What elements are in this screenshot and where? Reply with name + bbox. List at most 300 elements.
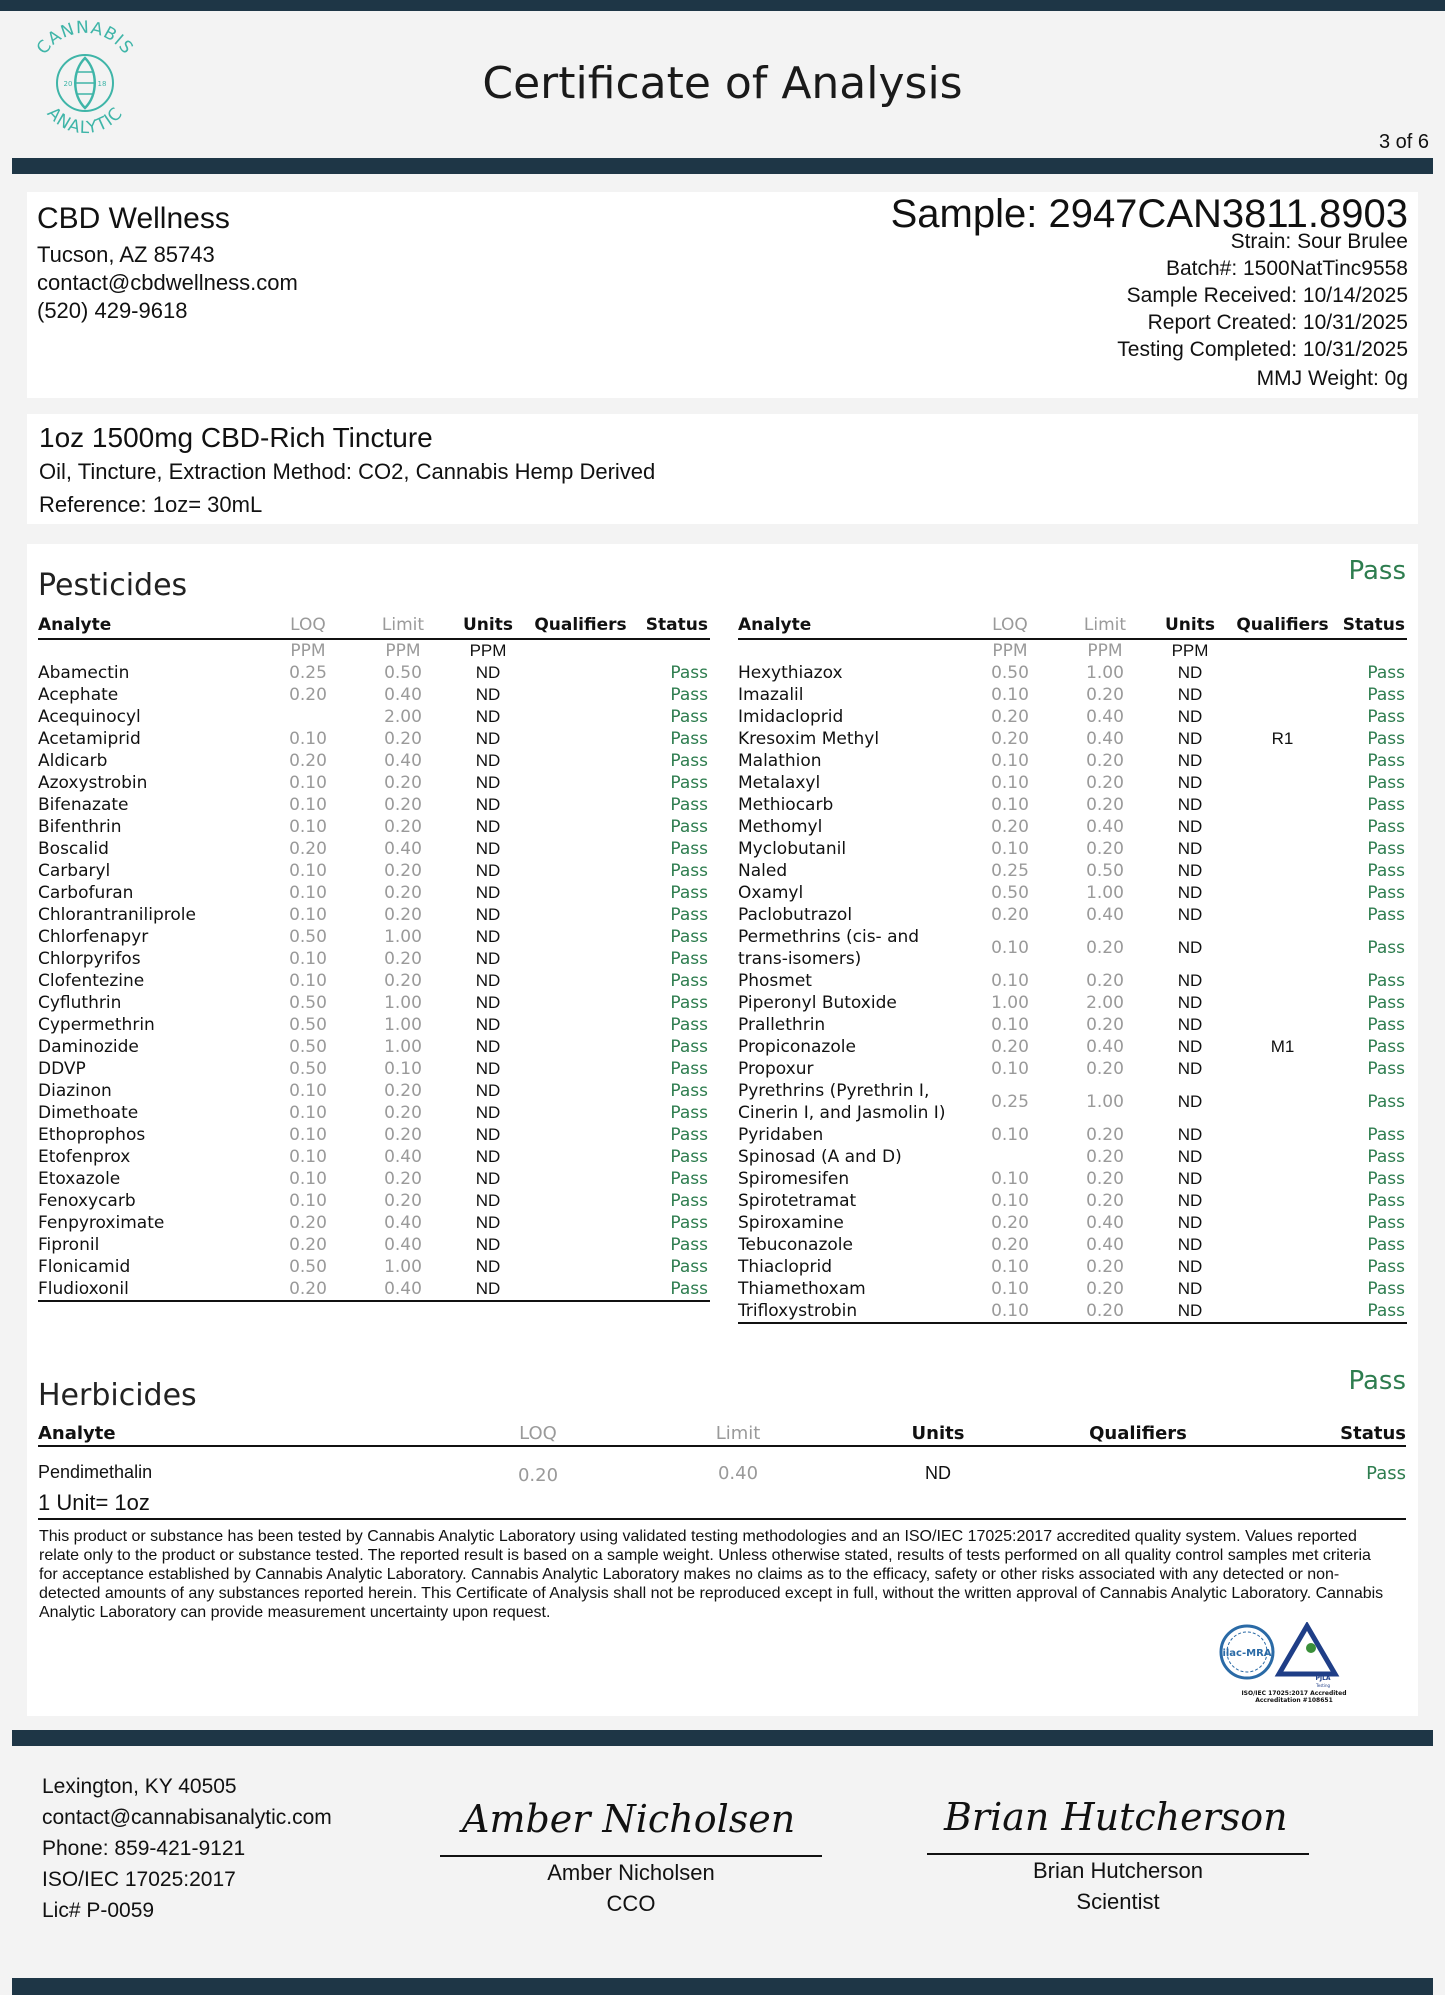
status-cell: Pass bbox=[670, 1037, 708, 1057]
qualifier-cell bbox=[528, 1014, 633, 1036]
qualifier-cell bbox=[528, 926, 633, 948]
table-row bbox=[38, 1124, 710, 1146]
results-panel bbox=[27, 544, 1418, 1716]
status-cell: Pass bbox=[1367, 1147, 1405, 1167]
analyte-cell: Cypermethrin bbox=[38, 1015, 155, 1035]
status-cell: Pass bbox=[1367, 938, 1405, 958]
units-cell: ND bbox=[1177, 1125, 1203, 1144]
units-cell: ND bbox=[448, 1278, 528, 1301]
qualifier-cell bbox=[528, 860, 633, 882]
svg-text:PJLA: PJLA bbox=[1315, 1675, 1331, 1682]
table-row bbox=[738, 1124, 1407, 1146]
qualifier-cell bbox=[528, 992, 633, 1014]
unit-limit: PPM bbox=[1087, 641, 1123, 661]
status-cell: Pass bbox=[1367, 1015, 1405, 1035]
status-cell: Pass bbox=[670, 949, 708, 969]
loq-cell: 0.10 bbox=[991, 971, 1029, 991]
table-row bbox=[38, 728, 710, 750]
units-cell: ND bbox=[1177, 795, 1203, 814]
table-row bbox=[38, 1256, 710, 1278]
loq-cell: 0.10 bbox=[991, 1059, 1029, 1079]
sample-strain: Strain: Sour Brulee bbox=[1230, 230, 1408, 253]
col-limit: Limit bbox=[358, 612, 448, 639]
qualifier-cell bbox=[1230, 750, 1335, 772]
qualifier-cell bbox=[528, 772, 633, 794]
table-row bbox=[738, 992, 1407, 1014]
analyte-cell: Oxamyl bbox=[738, 883, 804, 903]
qualifier-cell bbox=[528, 1102, 633, 1124]
limit-cell: 0.20 bbox=[1086, 1125, 1124, 1145]
limit-cell: 0.20 bbox=[384, 1169, 422, 1189]
analyte-cell: Bifenthrin bbox=[38, 817, 122, 837]
svg-text:Amber Nicholsen: Amber Nicholsen bbox=[462, 1797, 796, 1841]
units-cell: ND bbox=[475, 773, 501, 792]
col-qualifiers: Qualifiers bbox=[1230, 612, 1335, 639]
table-row bbox=[38, 948, 710, 970]
qualifier-cell bbox=[1230, 1014, 1335, 1036]
units-cell: ND bbox=[1177, 938, 1203, 957]
qualifier-cell bbox=[1230, 970, 1335, 992]
analyte-cell: Acetamiprid bbox=[38, 729, 141, 749]
pesticides-table-left bbox=[38, 612, 710, 1302]
units-cell: ND bbox=[475, 1257, 501, 1276]
qualifier-cell bbox=[1230, 816, 1335, 838]
mmj-weight: MMJ Weight: 0g bbox=[1256, 367, 1408, 390]
qualifier-cell bbox=[1230, 684, 1335, 706]
svg-text:20: 20 bbox=[63, 80, 73, 88]
table-row bbox=[738, 1234, 1407, 1256]
table-row bbox=[38, 750, 710, 772]
analyte-cell: Chlorfenapyr bbox=[38, 927, 149, 947]
units-cell: ND bbox=[475, 839, 501, 858]
col-limit: Limit bbox=[1060, 612, 1150, 639]
limit-cell: 0.20 bbox=[384, 1125, 422, 1145]
limit-cell: 0.20 bbox=[1086, 938, 1124, 958]
limit-cell: 2.00 bbox=[384, 707, 422, 727]
status-cell: Pass bbox=[1367, 773, 1405, 793]
limit-cell: 1.00 bbox=[384, 1015, 422, 1035]
limit-cell: 0.20 bbox=[1086, 1015, 1124, 1035]
bottom-bar bbox=[12, 1978, 1433, 1995]
qualifier-cell bbox=[1230, 882, 1335, 904]
analyte-cell: DDVP bbox=[38, 1059, 86, 1079]
limit-cell: 0.40 bbox=[1086, 1213, 1124, 1233]
table-row bbox=[738, 772, 1407, 794]
qualifier-cell bbox=[528, 970, 633, 992]
herbicides-result: Pass bbox=[1348, 1366, 1406, 1396]
signer-role-brian: Scientist bbox=[1076, 1889, 1160, 1914]
status-cell: Pass bbox=[1367, 707, 1405, 727]
analyte-cell: Pyridaben bbox=[738, 1125, 824, 1145]
units-cell: ND bbox=[1177, 993, 1203, 1012]
loq-cell: 0.10 bbox=[991, 938, 1029, 958]
loq-cell: 0.10 bbox=[289, 1147, 327, 1167]
analyte-cell: Imidacloprid bbox=[738, 707, 844, 727]
loq-cell: 0.10 bbox=[289, 1103, 327, 1123]
status-cell: Pass bbox=[1367, 751, 1405, 771]
units-cell: ND bbox=[1177, 817, 1203, 836]
qualifier-cell bbox=[528, 1080, 633, 1102]
loq-cell: 0.10 bbox=[289, 729, 327, 749]
loq-cell: 0.10 bbox=[991, 1191, 1029, 1211]
units-cell: ND bbox=[1177, 971, 1203, 990]
col-status: Status bbox=[1335, 612, 1407, 639]
loq-cell: 0.25 bbox=[289, 663, 327, 683]
limit-cell: 0.20 bbox=[384, 949, 422, 969]
analyte-cell: Permethrins (cis- and trans-isomers) bbox=[738, 927, 920, 969]
client-phone: (520) 429-9618 bbox=[37, 298, 188, 323]
qualifier-cell bbox=[528, 904, 633, 926]
svg-text:Testing: Testing bbox=[1315, 1683, 1331, 1688]
units-cell: ND bbox=[475, 1103, 501, 1122]
limit-cell: 0.20 bbox=[1086, 773, 1124, 793]
limit-cell: 0.20 bbox=[384, 1191, 422, 1211]
loq-cell: 0.10 bbox=[991, 1015, 1029, 1035]
limit-cell: 0.20 bbox=[384, 971, 422, 991]
units-cell: ND bbox=[1177, 1213, 1203, 1232]
status-cell: Pass bbox=[1367, 971, 1405, 991]
status-cell: Pass bbox=[1367, 839, 1405, 859]
loq-cell: 0.10 bbox=[289, 795, 327, 815]
table-row bbox=[38, 1036, 710, 1058]
lab-city: Lexington, KY 40505 bbox=[42, 1775, 237, 1798]
table-row bbox=[38, 1234, 710, 1256]
limit-cell: 0.20 bbox=[1086, 1059, 1124, 1079]
analyte-cell: Bifenazate bbox=[38, 795, 129, 815]
svg-text:18: 18 bbox=[97, 80, 107, 88]
limit-cell: 0.40 bbox=[384, 1235, 422, 1255]
table-row bbox=[738, 904, 1407, 926]
analyte-cell: Cyfluthrin bbox=[38, 993, 122, 1013]
limit-cell: 0.20 bbox=[1086, 1147, 1124, 1167]
loq-cell: 0.10 bbox=[991, 795, 1029, 815]
analyte-cell: Daminozide bbox=[38, 1037, 139, 1057]
qualifier-cell bbox=[1230, 1190, 1335, 1212]
units-cell: ND bbox=[1177, 1257, 1203, 1276]
loq-cell: 0.10 bbox=[991, 751, 1029, 771]
table-row bbox=[38, 1446, 1406, 1486]
footer-divider-bar bbox=[12, 1730, 1433, 1746]
limit-cell: 0.40 bbox=[1086, 817, 1124, 837]
col-status: Status bbox=[633, 612, 710, 639]
analyte-cell: Etoxazole bbox=[38, 1169, 121, 1189]
analyte-cell: Pyrethrins (Pyrethrin I, Cinerin I, and Jasmolin I) bbox=[738, 1081, 946, 1123]
loq-cell: 0.20 bbox=[991, 1037, 1029, 1057]
loq-cell: 0.20 bbox=[517, 1465, 559, 1486]
units-cell: ND bbox=[475, 795, 501, 814]
loq-cell: 0.25 bbox=[991, 861, 1029, 881]
page-number: 3 of 6 bbox=[1378, 131, 1429, 153]
loq-cell: 0.50 bbox=[289, 1015, 327, 1035]
loq-cell: 0.10 bbox=[991, 1279, 1029, 1299]
loq-cell: 0.20 bbox=[991, 817, 1029, 837]
qualifier-cell bbox=[528, 1168, 633, 1190]
svg-text:ISO/IEC 17025:2017 Accredited: ISO/IEC 17025:2017 Accredited bbox=[1241, 1690, 1347, 1697]
accreditation-logos bbox=[1213, 1622, 1375, 1704]
limit-cell: 0.10 bbox=[384, 1059, 422, 1079]
units-cell: ND bbox=[475, 1059, 501, 1078]
units-cell: ND bbox=[475, 1081, 501, 1100]
disclaimer-text: This product or substance has been tested by Cannabis Analytic Laboratory using validated testing methodologies and an ISO/IEC 17025:2017 accredited quality system. Values reported relate only to the product or substance tested. The reported result is based on a sample weight. Unless otherwise stated, results of tests performed on all quality control samples met criteria for acceptance established by Cannabis Analytic Laboratory. Cannabis Analytic Laboratory makes no claims as to the efficacy, safety or other risks associated with any detected or non-detected amounts of any substances reported herein. This Certificate of Analysis shall not be reproduced except in full, without the written approval of Cannabis Analytic Laboratory. Cannabis Analytic Laboratory can provide measurement uncertainty upon request. bbox=[39, 1528, 1384, 1621]
client-name: CBD Wellness bbox=[37, 202, 230, 235]
units-cell: ND bbox=[1177, 1092, 1203, 1111]
status-cell: Pass bbox=[670, 773, 708, 793]
table-row bbox=[738, 1058, 1407, 1080]
qualifier-cell bbox=[528, 750, 633, 772]
signature-line-brian bbox=[927, 1853, 1309, 1855]
qualifier-cell bbox=[1230, 662, 1335, 684]
unit-note: 1 Unit= 1oz bbox=[38, 1490, 150, 1515]
qualifier-cell bbox=[1230, 1278, 1335, 1300]
analyte-cell: Malathion bbox=[738, 751, 822, 771]
pesticides-title: Pesticides bbox=[38, 568, 188, 603]
table-row bbox=[738, 1036, 1407, 1058]
lab-license: Lic# P-0059 bbox=[42, 1899, 155, 1922]
units-cell: ND bbox=[1177, 707, 1203, 726]
units-cell: ND bbox=[1177, 1015, 1203, 1034]
analyte-cell: Azoxystrobin bbox=[38, 773, 148, 793]
status-cell: Pass bbox=[670, 751, 708, 771]
status-cell: Pass bbox=[670, 927, 708, 947]
table-row bbox=[38, 1146, 710, 1168]
loq-cell: 1.00 bbox=[991, 993, 1029, 1013]
analyte-cell: Myclobutanil bbox=[738, 839, 847, 859]
lab-email: contact@cannabisanalytic.com bbox=[42, 1806, 332, 1829]
table-row bbox=[738, 926, 1407, 970]
analyte-cell: Trifloxystrobin bbox=[738, 1300, 960, 1323]
qualifier-cell bbox=[528, 1190, 633, 1212]
loq-cell: 0.50 bbox=[289, 993, 327, 1013]
qualifier-cell bbox=[528, 794, 633, 816]
units-cell: ND bbox=[1177, 861, 1203, 880]
limit-cell: 0.20 bbox=[384, 795, 422, 815]
status-cell: Pass bbox=[670, 1257, 708, 1277]
qualifier-cell bbox=[528, 1124, 633, 1146]
units-cell: ND bbox=[1177, 751, 1203, 770]
analyte-cell: Clofentezine bbox=[38, 971, 145, 991]
limit-cell: 0.20 bbox=[384, 905, 422, 925]
table-row bbox=[38, 926, 710, 948]
limit-cell: 0.40 bbox=[384, 751, 422, 771]
sample-batch: Batch#: 1500NatTinc9558 bbox=[1165, 257, 1408, 280]
qualifier-cell bbox=[1230, 772, 1335, 794]
status-cell: Pass bbox=[1367, 1213, 1405, 1233]
units-cell: ND bbox=[475, 707, 501, 726]
units-cell: ND bbox=[1177, 1037, 1203, 1056]
status-cell: Pass bbox=[670, 1125, 708, 1145]
table-row bbox=[38, 1102, 710, 1124]
analyte-cell: Piperonyl Butoxide bbox=[738, 993, 897, 1013]
analyte-cell: Spinosad (A and D) bbox=[738, 1147, 902, 1167]
limit-cell: 0.20 bbox=[384, 1081, 422, 1101]
lab-phone: Phone: 859-421-9121 bbox=[42, 1837, 246, 1860]
analyte-cell: Acephate bbox=[38, 685, 119, 705]
table-row bbox=[38, 1212, 710, 1234]
analyte-cell: Spirotetramat bbox=[738, 1191, 857, 1211]
units-cell: ND bbox=[1177, 905, 1203, 924]
units-cell: ND bbox=[475, 905, 501, 924]
limit-cell: 1.00 bbox=[384, 927, 422, 947]
units-cell: ND bbox=[1177, 839, 1203, 858]
qualifier-cell bbox=[528, 706, 633, 728]
units-cell: ND bbox=[1177, 1279, 1203, 1298]
units-cell: ND bbox=[1150, 1300, 1230, 1323]
limit-cell: 0.20 bbox=[1086, 1169, 1124, 1189]
table-row bbox=[738, 1256, 1407, 1278]
limit-cell: 1.00 bbox=[384, 1037, 422, 1057]
units-cell: ND bbox=[475, 663, 501, 682]
unit-units: PPM bbox=[469, 641, 507, 660]
status-cell: Pass bbox=[670, 685, 708, 705]
signer-name-brian: Brian Hutcherson bbox=[1033, 1858, 1203, 1883]
qualifier-cell bbox=[1230, 904, 1335, 926]
limit-cell: 0.40 bbox=[1086, 729, 1124, 749]
limit-cell: 0.20 bbox=[1086, 971, 1124, 991]
qualifier-cell bbox=[1230, 706, 1335, 728]
analyte-cell: Etofenprox bbox=[38, 1147, 131, 1167]
limit-cell: 0.20 bbox=[1086, 1191, 1124, 1211]
units-cell: ND bbox=[1177, 663, 1203, 682]
units-cell: ND bbox=[475, 1147, 501, 1166]
analyte-cell: Aldicarb bbox=[38, 751, 108, 771]
col-analyte: Analyte bbox=[38, 612, 258, 639]
status-cell: Pass bbox=[670, 795, 708, 815]
status-cell: Pass bbox=[670, 1103, 708, 1123]
status-cell: Pass bbox=[1367, 663, 1405, 683]
product-reference: Reference: 1oz= 30mL bbox=[39, 492, 263, 517]
status-cell: Pass bbox=[670, 1235, 708, 1255]
status-cell: Pass bbox=[1367, 1191, 1405, 1211]
col-loq: LOQ bbox=[960, 612, 1060, 639]
qualifier-cell bbox=[528, 728, 633, 750]
limit-cell: 0.20 bbox=[384, 1103, 422, 1123]
product-panel bbox=[27, 414, 1418, 524]
analyte-cell: Chlorantraniliprole bbox=[38, 905, 196, 925]
table-row bbox=[38, 970, 710, 992]
qualifier-cell bbox=[528, 684, 633, 706]
analyte-cell: Thiacloprid bbox=[738, 1257, 833, 1277]
status-cell: Pass bbox=[1366, 1463, 1406, 1484]
status-cell: Pass bbox=[670, 1169, 708, 1189]
analyte-cell: Prallethrin bbox=[738, 1015, 826, 1035]
header-divider-bar bbox=[12, 158, 1433, 174]
qualifier-cell bbox=[1230, 860, 1335, 882]
units-cell: ND bbox=[925, 1463, 951, 1483]
qualifier-cell bbox=[528, 1256, 633, 1278]
analyte-cell: Thiamethoxam bbox=[738, 1279, 866, 1299]
loq-cell: 0.50 bbox=[289, 927, 327, 947]
units-cell: ND bbox=[1177, 1235, 1203, 1254]
status-cell: Pass bbox=[1335, 1300, 1407, 1323]
units-cell: ND bbox=[475, 1191, 501, 1210]
analyte-cell: Fludioxonil bbox=[38, 1278, 258, 1301]
analyte-cell: Carbofuran bbox=[38, 883, 134, 903]
limit-cell: 0.20 bbox=[1086, 1279, 1124, 1299]
qualifier-cell bbox=[528, 838, 633, 860]
analyte-cell: Carbaryl bbox=[38, 861, 111, 881]
units-cell: ND bbox=[475, 1125, 501, 1144]
units-cell: ND bbox=[475, 817, 501, 836]
table-row bbox=[38, 662, 710, 684]
loq-cell: 0.20 bbox=[289, 685, 327, 705]
qualifier-cell bbox=[1230, 1256, 1335, 1278]
limit-cell: 1.00 bbox=[1086, 663, 1124, 683]
table-row bbox=[38, 1014, 710, 1036]
loq-cell: 0.10 bbox=[289, 1081, 327, 1101]
status-cell: Pass bbox=[670, 1081, 708, 1101]
limit-cell: 0.40 bbox=[384, 1213, 422, 1233]
table-row bbox=[738, 684, 1407, 706]
units-cell: ND bbox=[475, 751, 501, 770]
report-created: Report Created: 10/31/2025 bbox=[1147, 311, 1408, 334]
qualifier-cell bbox=[1230, 1168, 1335, 1190]
analyte-cell: Spiroxamine bbox=[738, 1213, 844, 1233]
svg-text:ANALYTIC: ANALYTIC bbox=[42, 103, 128, 139]
analyte-cell: Propoxur bbox=[738, 1059, 814, 1079]
table-row bbox=[738, 1190, 1407, 1212]
loq-cell: 0.20 bbox=[991, 1235, 1029, 1255]
limit-cell: 0.20 bbox=[1086, 839, 1124, 859]
loq-cell: 0.10 bbox=[289, 1191, 327, 1211]
col-loq: LOQ bbox=[438, 1421, 638, 1446]
table-row bbox=[38, 882, 710, 904]
table-row bbox=[38, 1058, 710, 1080]
analyte-cell: Propiconazole bbox=[738, 1037, 856, 1057]
loq-cell: 0.10 bbox=[289, 1169, 327, 1189]
limit-cell: 0.40 bbox=[384, 1147, 422, 1167]
status-cell: Pass bbox=[1367, 883, 1405, 903]
limit-cell: 0.40 bbox=[1086, 905, 1124, 925]
loq-cell: 0.10 bbox=[991, 685, 1029, 705]
lab-iso: ISO/IEC 17025:2017 bbox=[42, 1868, 236, 1891]
analyte-cell: Phosmet bbox=[738, 971, 812, 991]
units-cell: ND bbox=[1177, 773, 1203, 792]
sample-received: Sample Received: 10/14/2025 bbox=[1126, 284, 1408, 307]
status-cell: Pass bbox=[1367, 905, 1405, 925]
status-cell: Pass bbox=[1367, 1037, 1405, 1057]
limit-cell: 0.20 bbox=[1060, 1300, 1150, 1323]
signer-role-amber: CCO bbox=[606, 1891, 656, 1916]
status-cell: Pass bbox=[1367, 1169, 1405, 1189]
limit-cell: 0.50 bbox=[1086, 861, 1124, 881]
loq-cell: 0.20 bbox=[991, 729, 1029, 749]
svg-text:Accreditation #108651: Accreditation #108651 bbox=[1255, 1697, 1333, 1704]
qualifier-cell bbox=[528, 1212, 633, 1234]
limit-cell: 0.20 bbox=[384, 861, 422, 881]
testing-completed: Testing Completed: 10/31/2025 bbox=[1117, 338, 1408, 361]
status-cell: Pass bbox=[670, 707, 708, 727]
col-qualifiers: Qualifiers bbox=[1038, 1421, 1238, 1446]
signer-name-amber: Amber Nicholsen bbox=[547, 1860, 715, 1885]
loq-cell: 0.20 bbox=[289, 1213, 327, 1233]
units-cell: ND bbox=[1177, 1147, 1203, 1166]
top-bar bbox=[0, 0, 1445, 11]
client-city: Tucson, AZ 85743 bbox=[37, 242, 215, 267]
loq-cell: 0.10 bbox=[960, 1300, 1060, 1323]
limit-cell: 0.20 bbox=[384, 883, 422, 903]
table-row bbox=[738, 706, 1407, 728]
units-cell: ND bbox=[1177, 729, 1203, 748]
loq-cell: 0.10 bbox=[289, 949, 327, 969]
table-row bbox=[738, 1014, 1407, 1036]
col-loq: LOQ bbox=[258, 612, 358, 639]
table-row bbox=[38, 1080, 710, 1102]
signature-line-amber bbox=[440, 1855, 822, 1857]
loq-cell bbox=[960, 1146, 1060, 1168]
table-row bbox=[738, 1278, 1407, 1300]
loq-cell: 0.10 bbox=[289, 861, 327, 881]
qualifier-cell bbox=[528, 1146, 633, 1168]
